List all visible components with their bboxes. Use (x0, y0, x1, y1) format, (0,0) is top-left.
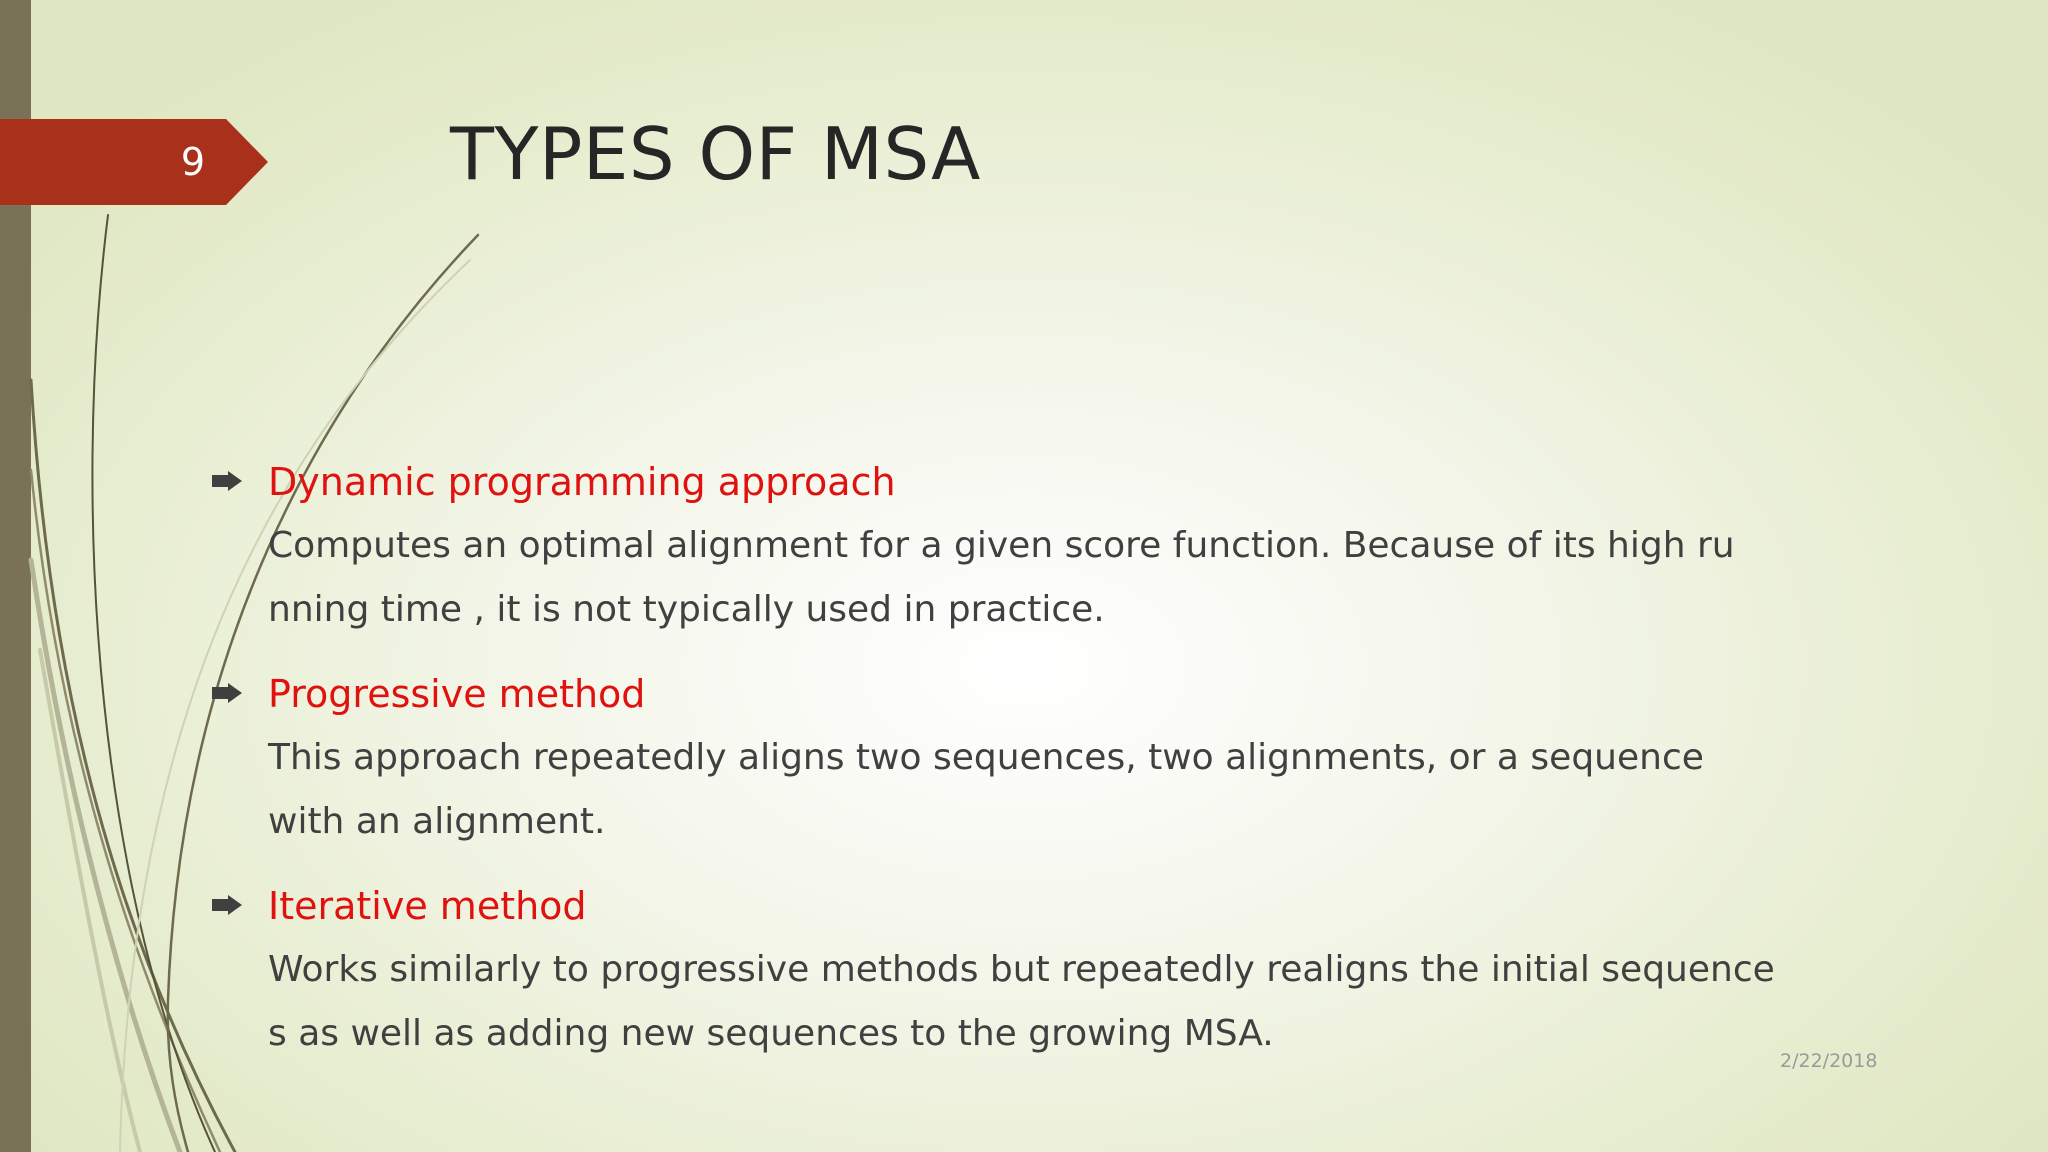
item-description-line: This approach repeatedly aligns two sequences, two alignments, or a sequence (268, 737, 1704, 778)
slide-number-tag (0, 119, 268, 205)
list-item (208, 662, 1828, 854)
item-heading: Progressive method (268, 672, 646, 716)
slide-number: 9 (180, 140, 206, 184)
arrow-bullet-icon (212, 683, 242, 703)
list-item (208, 450, 1828, 642)
item-description-line: with an alignment. (268, 801, 606, 842)
slide-date: 2/22/2018 (1780, 1050, 1878, 1072)
item-description-line: Works similarly to progressive methods but repeatedly realigns the initial sequence (268, 949, 1775, 990)
arrow-bullet-icon (212, 895, 242, 915)
item-heading: Dynamic programming approach (268, 460, 896, 504)
bullet-list (208, 450, 1828, 1086)
slide-title: TYPES OF MSA (450, 112, 981, 196)
item-description-line: nning time , it is not typically used in practice. (268, 589, 1105, 630)
item-description-line: s as well as adding new sequences to the growing MSA. (268, 1013, 1274, 1054)
arrow-bullet-icon (212, 471, 242, 491)
item-heading: Iterative method (268, 884, 587, 928)
item-description-line: Computes an optimal alignment for a given score function. Because of its high ru (268, 525, 1735, 566)
list-item (208, 874, 1828, 1066)
